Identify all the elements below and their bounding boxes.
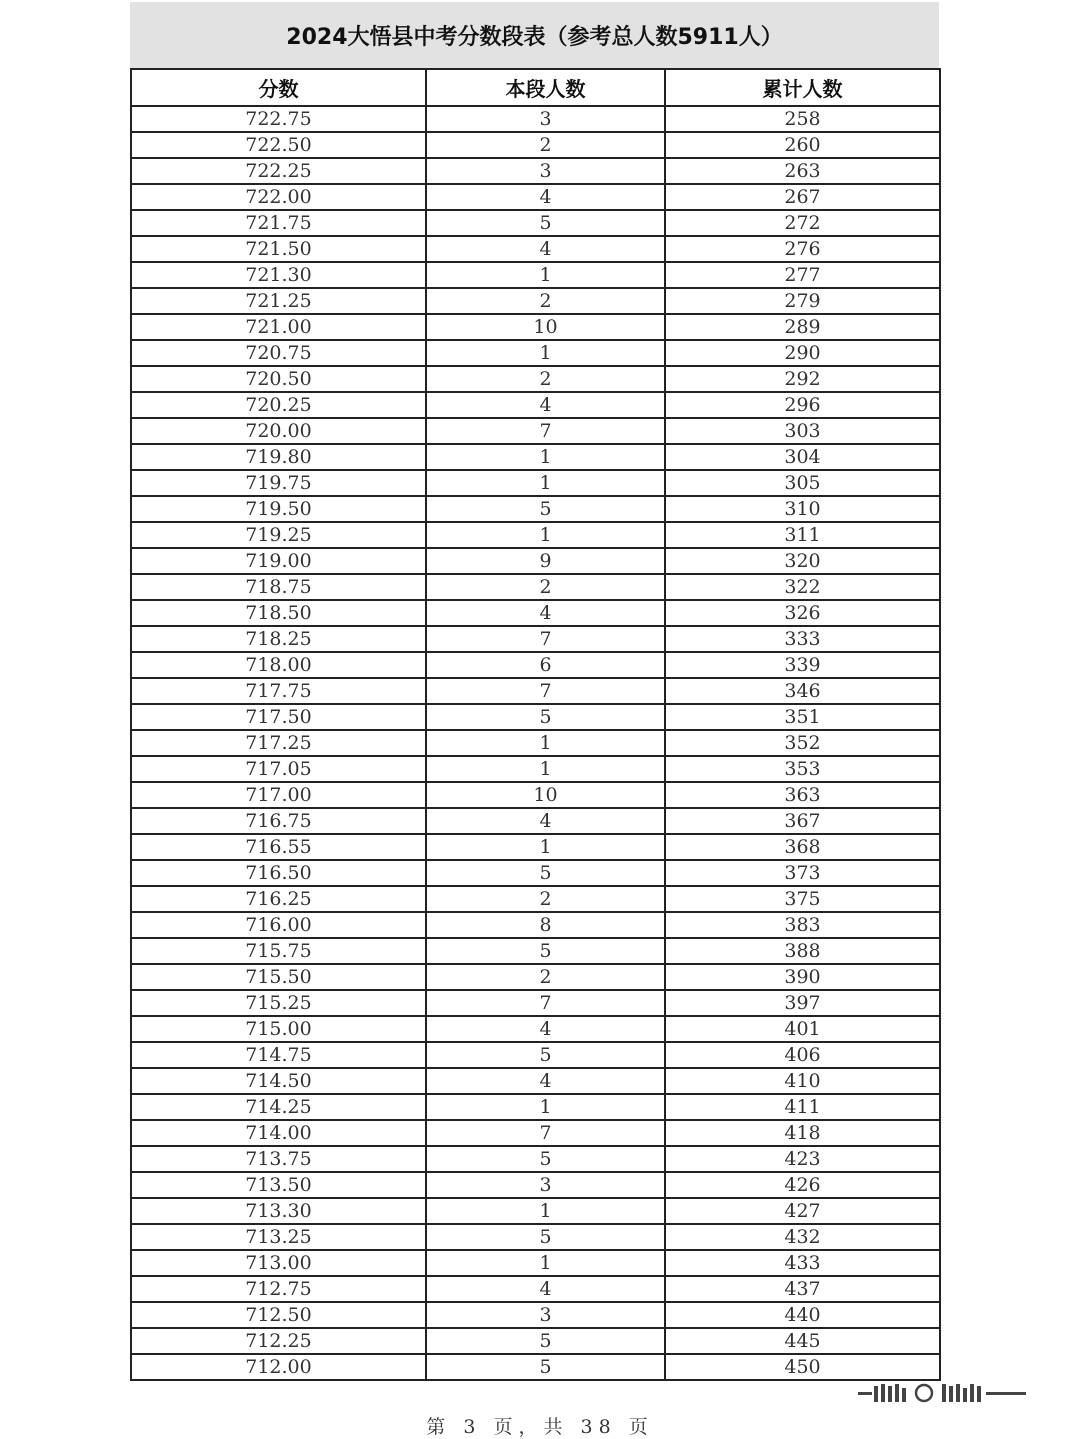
cell-cumulative-count: 276	[665, 236, 940, 262]
cell-score: 714.75	[131, 1042, 426, 1068]
table-row	[131, 1094, 940, 1120]
table-row	[131, 132, 940, 158]
cell-segment-count: 1	[426, 730, 665, 756]
table-row	[131, 210, 940, 236]
cell-segment-count: 9	[426, 548, 665, 574]
cell-score: 719.25	[131, 522, 426, 548]
cell-segment-count: 5	[426, 860, 665, 886]
cell-score: 715.75	[131, 938, 426, 964]
cell-cumulative-count: 375	[665, 886, 940, 912]
cell-cumulative-count: 353	[665, 756, 940, 782]
table-row	[131, 314, 940, 340]
cell-cumulative-count: 390	[665, 964, 940, 990]
table-row	[131, 548, 940, 574]
cell-score: 717.75	[131, 678, 426, 704]
cell-segment-count: 2	[426, 964, 665, 990]
cell-cumulative-count: 383	[665, 912, 940, 938]
cell-cumulative-count: 277	[665, 262, 940, 288]
cell-cumulative-count: 311	[665, 522, 940, 548]
cell-segment-count: 10	[426, 782, 665, 808]
cell-score: 714.50	[131, 1068, 426, 1094]
cell-cumulative-count: 263	[665, 158, 940, 184]
cell-segment-count: 4	[426, 1016, 665, 1042]
cell-cumulative-count: 289	[665, 314, 940, 340]
cell-cumulative-count: 367	[665, 808, 940, 834]
cell-segment-count: 3	[426, 1172, 665, 1198]
cell-segment-count: 6	[426, 652, 665, 678]
cell-cumulative-count: 258	[665, 106, 940, 132]
cell-score: 715.25	[131, 990, 426, 1016]
cell-score: 714.25	[131, 1094, 426, 1120]
cell-score: 717.50	[131, 704, 426, 730]
cell-segment-count: 7	[426, 418, 665, 444]
cell-segment-count: 4	[426, 600, 665, 626]
table-row	[131, 704, 940, 730]
cell-score: 720.25	[131, 392, 426, 418]
cell-cumulative-count: 326	[665, 600, 940, 626]
cell-score: 722.25	[131, 158, 426, 184]
table-row	[131, 1302, 940, 1328]
cell-segment-count: 7	[426, 990, 665, 1016]
cell-score: 717.00	[131, 782, 426, 808]
cell-cumulative-count: 310	[665, 496, 940, 522]
table-row	[131, 418, 940, 444]
cell-cumulative-count: 320	[665, 548, 940, 574]
cell-score: 719.00	[131, 548, 426, 574]
table-row	[131, 1042, 940, 1068]
cell-score: 722.00	[131, 184, 426, 210]
table-row	[131, 1224, 940, 1250]
cell-score: 717.05	[131, 756, 426, 782]
table-row	[131, 444, 940, 470]
table-row	[131, 912, 940, 938]
table-row	[131, 834, 940, 860]
table-row	[131, 574, 940, 600]
table-row	[131, 756, 940, 782]
table-row	[131, 184, 940, 210]
table-row	[131, 652, 940, 678]
header-cumulative-count: 累计人数	[665, 69, 940, 106]
table-row	[131, 1120, 940, 1146]
cell-score: 716.25	[131, 886, 426, 912]
table-row	[131, 496, 940, 522]
cell-segment-count: 8	[426, 912, 665, 938]
cell-segment-count: 1	[426, 262, 665, 288]
table-row	[131, 990, 940, 1016]
cell-segment-count: 1	[426, 834, 665, 860]
cell-score: 713.25	[131, 1224, 426, 1250]
table-row	[131, 730, 940, 756]
cell-cumulative-count: 450	[665, 1354, 940, 1380]
cell-score: 718.00	[131, 652, 426, 678]
table-row	[131, 782, 940, 808]
table-row	[131, 392, 940, 418]
cell-segment-count: 7	[426, 626, 665, 652]
cell-segment-count: 1	[426, 340, 665, 366]
cell-segment-count: 5	[426, 1042, 665, 1068]
header-segment-count: 本段人数	[426, 69, 665, 106]
cell-cumulative-count: 303	[665, 418, 940, 444]
page-footer: 第 3 页，共 38 页	[426, 1416, 654, 1438]
cell-score: 718.75	[131, 574, 426, 600]
cell-cumulative-count: 423	[665, 1146, 940, 1172]
cell-score: 716.50	[131, 860, 426, 886]
cell-cumulative-count: 437	[665, 1276, 940, 1302]
cell-segment-count: 10	[426, 314, 665, 340]
table-row	[131, 1328, 940, 1354]
cell-segment-count: 5	[426, 704, 665, 730]
cell-score: 719.75	[131, 470, 426, 496]
cell-score: 716.55	[131, 834, 426, 860]
table-row	[131, 288, 940, 314]
table-row	[131, 886, 940, 912]
cell-cumulative-count: 363	[665, 782, 940, 808]
table-row	[131, 1198, 940, 1224]
cell-segment-count: 7	[426, 678, 665, 704]
cell-score: 716.00	[131, 912, 426, 938]
cell-score: 721.00	[131, 314, 426, 340]
cell-segment-count: 1	[426, 522, 665, 548]
cell-segment-count: 3	[426, 158, 665, 184]
cell-score: 722.50	[131, 132, 426, 158]
cell-cumulative-count: 410	[665, 1068, 940, 1094]
cell-cumulative-count: 401	[665, 1016, 940, 1042]
table-row	[131, 1172, 940, 1198]
cell-segment-count: 5	[426, 1328, 665, 1354]
cell-cumulative-count: 418	[665, 1120, 940, 1146]
cell-score: 712.75	[131, 1276, 426, 1302]
cell-score: 721.30	[131, 262, 426, 288]
watermark-logo-icon	[858, 1380, 1058, 1406]
cell-score: 715.50	[131, 964, 426, 990]
cell-segment-count: 2	[426, 288, 665, 314]
cell-segment-count: 5	[426, 1224, 665, 1250]
table-row	[131, 470, 940, 496]
cell-segment-count: 3	[426, 1302, 665, 1328]
table-row	[131, 236, 940, 262]
cell-cumulative-count: 304	[665, 444, 940, 470]
cell-cumulative-count: 339	[665, 652, 940, 678]
cell-score: 718.50	[131, 600, 426, 626]
cell-segment-count: 4	[426, 184, 665, 210]
cell-cumulative-count: 279	[665, 288, 940, 314]
table-row	[131, 1250, 940, 1276]
cell-segment-count: 7	[426, 1120, 665, 1146]
table-row	[131, 1276, 940, 1302]
cell-score: 718.25	[131, 626, 426, 652]
table-row	[131, 860, 940, 886]
cell-cumulative-count: 267	[665, 184, 940, 210]
cell-segment-count: 2	[426, 574, 665, 600]
cell-score: 716.75	[131, 808, 426, 834]
cell-cumulative-count: 433	[665, 1250, 940, 1276]
cell-segment-count: 2	[426, 132, 665, 158]
cell-score: 712.00	[131, 1354, 426, 1380]
cell-segment-count: 2	[426, 366, 665, 392]
cell-segment-count: 4	[426, 808, 665, 834]
cell-score: 722.75	[131, 106, 426, 132]
cell-cumulative-count: 426	[665, 1172, 940, 1198]
table-row	[131, 1068, 940, 1094]
cell-cumulative-count: 272	[665, 210, 940, 236]
table-row	[131, 262, 940, 288]
table-header-row	[131, 69, 940, 106]
cell-cumulative-count: 296	[665, 392, 940, 418]
header-score: 分数	[131, 69, 426, 106]
cell-segment-count: 1	[426, 1198, 665, 1224]
table-row	[131, 1016, 940, 1042]
table-row	[131, 938, 940, 964]
cell-score: 713.50	[131, 1172, 426, 1198]
cell-segment-count: 4	[426, 1276, 665, 1302]
cell-segment-count: 1	[426, 444, 665, 470]
table-row	[131, 626, 940, 652]
cell-score: 721.50	[131, 236, 426, 262]
table-row	[131, 1354, 940, 1380]
cell-segment-count: 1	[426, 756, 665, 782]
cell-cumulative-count: 373	[665, 860, 940, 886]
table-row	[131, 106, 940, 132]
cell-score: 721.25	[131, 288, 426, 314]
cell-score: 712.50	[131, 1302, 426, 1328]
cell-score: 714.00	[131, 1120, 426, 1146]
cell-segment-count: 4	[426, 236, 665, 262]
cell-score: 717.25	[131, 730, 426, 756]
cell-cumulative-count: 388	[665, 938, 940, 964]
cell-cumulative-count: 290	[665, 340, 940, 366]
cell-segment-count: 5	[426, 1354, 665, 1380]
cell-score: 719.50	[131, 496, 426, 522]
cell-segment-count: 4	[426, 392, 665, 418]
cell-segment-count: 2	[426, 886, 665, 912]
cell-score: 721.75	[131, 210, 426, 236]
table-row	[131, 522, 940, 548]
cell-cumulative-count: 322	[665, 574, 940, 600]
cell-segment-count: 5	[426, 496, 665, 522]
table-row	[131, 366, 940, 392]
cell-score: 713.75	[131, 1146, 426, 1172]
cell-score: 720.75	[131, 340, 426, 366]
cell-segment-count: 1	[426, 1250, 665, 1276]
cell-cumulative-count: 352	[665, 730, 940, 756]
cell-score: 713.30	[131, 1198, 426, 1224]
cell-score: 719.80	[131, 444, 426, 470]
cell-cumulative-count: 260	[665, 132, 940, 158]
table-row	[131, 808, 940, 834]
cell-score: 713.00	[131, 1250, 426, 1276]
cell-segment-count: 1	[426, 470, 665, 496]
cell-segment-count: 5	[426, 210, 665, 236]
cell-cumulative-count: 432	[665, 1224, 940, 1250]
cell-score: 712.25	[131, 1328, 426, 1354]
cell-segment-count: 5	[426, 1146, 665, 1172]
cell-segment-count: 1	[426, 1094, 665, 1120]
cell-cumulative-count: 397	[665, 990, 940, 1016]
cell-cumulative-count: 368	[665, 834, 940, 860]
cell-cumulative-count: 351	[665, 704, 940, 730]
cell-score: 715.00	[131, 1016, 426, 1042]
cell-score: 720.00	[131, 418, 426, 444]
cell-cumulative-count: 406	[665, 1042, 940, 1068]
cell-cumulative-count: 333	[665, 626, 940, 652]
cell-cumulative-count: 445	[665, 1328, 940, 1354]
table-row	[131, 158, 940, 184]
cell-cumulative-count: 440	[665, 1302, 940, 1328]
cell-cumulative-count: 427	[665, 1198, 940, 1224]
cell-score: 720.50	[131, 366, 426, 392]
cell-segment-count: 4	[426, 1068, 665, 1094]
cell-cumulative-count: 305	[665, 470, 940, 496]
cell-cumulative-count: 411	[665, 1094, 940, 1120]
table-row	[131, 1146, 940, 1172]
table-title: 2024大悟县中考分数段表（参考总人数5911人）	[130, 2, 939, 68]
cell-cumulative-count: 346	[665, 678, 940, 704]
score-distribution-table	[130, 68, 941, 1381]
cell-segment-count: 3	[426, 106, 665, 132]
cell-segment-count: 5	[426, 938, 665, 964]
table-row	[131, 678, 940, 704]
table-row	[131, 340, 940, 366]
table-row	[131, 964, 940, 990]
table-row	[131, 600, 940, 626]
cell-cumulative-count: 292	[665, 366, 940, 392]
table-body	[131, 106, 940, 1380]
